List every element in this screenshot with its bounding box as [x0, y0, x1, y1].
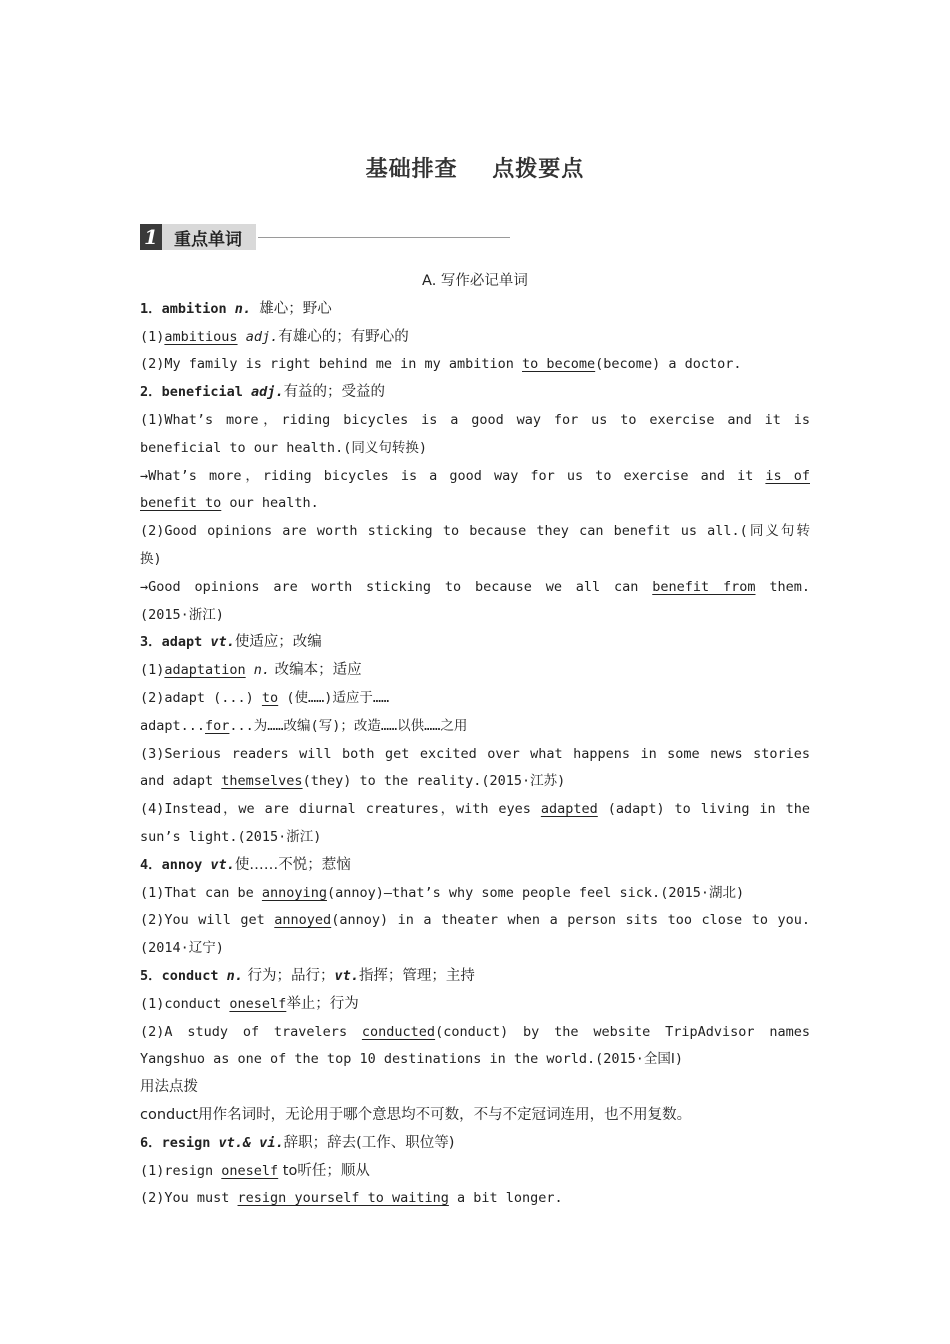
example-line: [140, 880, 810, 908]
usage-tip-title: 用法点拨: [140, 1079, 198, 1096]
section-header: [140, 224, 510, 250]
part-of-speech: adj.: [245, 328, 279, 345]
sentence-text: our health.: [221, 495, 319, 512]
sentence-text: (1)conduct: [140, 995, 230, 1012]
example-line: [140, 1185, 810, 1213]
example-line: Yangshuo as one of the top 10 destinations in the world.(2015·全国Ⅰ): [140, 1051, 684, 1068]
meaning: 辞职；辞去(工作、职位等): [283, 1134, 455, 1151]
sentence-text: (4)Instead，we are diurnal creatures，with eyes: [140, 801, 541, 818]
sentence-text: (使……)适应于……: [278, 689, 390, 706]
example-line: [140, 685, 810, 713]
example-line: (2)Good opinions are worth sticking to because they can benefit us all.(同义句转: [140, 523, 810, 540]
sentence-text: (they) to the reality.(2015·江苏): [302, 773, 566, 790]
part-of-speech: adj.: [251, 384, 284, 401]
meaning: 行为；品行；: [242, 967, 335, 984]
sentence-text: (conduct) by the website TripAdvisor names: [435, 1023, 810, 1040]
example-line: beneficial to our health.(同义句转换): [140, 439, 427, 456]
part-of-speech: n.: [226, 967, 243, 984]
answer-blank: oneself: [229, 995, 287, 1012]
meaning: 使……不悦；惹恼: [234, 856, 351, 873]
answer-blank: to become: [522, 356, 596, 373]
answer-blank: benefit from: [652, 578, 756, 595]
meaning: to听任；顺从: [278, 1162, 370, 1179]
example-line: [140, 768, 810, 796]
entry-resign-head: [140, 1130, 810, 1158]
example-line: [140, 1019, 810, 1047]
example-line: [140, 351, 810, 379]
sentence-text: (2)adapt (...): [140, 689, 262, 706]
headword: 1．ambition: [140, 300, 227, 317]
sentence-text: a bit longer.: [448, 1190, 563, 1207]
section-number: 1: [140, 224, 162, 250]
sentence-text: adapt...: [140, 717, 206, 734]
answer-blank: annoyed: [274, 912, 332, 929]
vocabulary-list: [140, 268, 810, 1213]
sentence-text: ...为……改编(写)；改造……以供……之用: [229, 717, 468, 734]
subsection-title: A. 写作必记单词: [422, 273, 528, 289]
part-of-speech: n.: [245, 662, 271, 679]
line-prefix: (1): [140, 662, 165, 679]
entry-beneficial-head: [140, 379, 810, 407]
entry-annoy-head: [140, 852, 810, 880]
example-line: [140, 490, 810, 518]
meaning: 使适应；改编: [234, 634, 322, 651]
entry-ambition-head: [140, 296, 810, 324]
example-line: 换): [140, 550, 162, 567]
sentence-text: (annoy)—that’s why some people feel sick.(2015·湖北): [326, 884, 745, 901]
example-line: [140, 463, 810, 491]
section-label: 重点单词: [162, 224, 256, 250]
sentence-text: (become) a doctor.: [595, 356, 742, 373]
example-line: (1)What’s more，riding bicycles is a good way for us to exercise and it is: [140, 411, 810, 428]
headword: 2．beneficial: [140, 384, 243, 401]
section-divider: [258, 237, 510, 238]
sentence-text: (2)A study of travelers: [140, 1023, 362, 1040]
headword: 4．annoy: [140, 856, 203, 873]
entry-adapt-head: [140, 629, 810, 657]
sentence-text: (1)resign: [140, 1162, 222, 1179]
meaning: 有益的；受益的: [283, 384, 386, 401]
meaning: 指挥；管理；主持: [358, 967, 475, 984]
example-line: (3)Serious readers will both get excited over what happens in some news stories: [140, 745, 810, 762]
sentence-text: (adapt) to living in the: [597, 801, 810, 818]
part-of-speech: vt.: [210, 634, 235, 651]
answer-blank: to: [261, 689, 279, 706]
sentence-text: (annoy) in a theater when a person sits too close to you.: [331, 912, 810, 929]
answer-blank: adaptation: [164, 662, 246, 679]
example-line: [140, 907, 810, 935]
sentence-text: →Good opinions are worth sticking to because we all can: [140, 578, 653, 595]
example-line: [140, 657, 810, 685]
answer-blank: resign yourself to waiting: [237, 1190, 449, 1207]
line-prefix: (1): [140, 328, 165, 345]
sentence-text: and adapt: [140, 773, 222, 790]
answer-blank: adapted: [540, 801, 598, 818]
headword: 3．adapt: [140, 634, 203, 651]
answer-blank: is of: [765, 467, 810, 484]
meaning: 举止；行为: [286, 995, 359, 1012]
answer-blank: oneself: [221, 1162, 279, 1179]
usage-tip-text: conduct用作名词时，无论用于哪个意思均不可数，不与不定冠词连用，也不用复数。: [140, 1106, 692, 1123]
part-of-speech: vt.: [334, 967, 359, 984]
answer-blank: for: [205, 717, 230, 734]
sentence-text: →What’s more，riding bicycles is a good way for us to exercise and it: [140, 467, 766, 484]
example-line: [140, 713, 810, 741]
part-of-speech: n.: [234, 300, 252, 317]
sentence-text: (2)You must: [140, 1190, 238, 1207]
headword: 6．resign: [140, 1134, 211, 1151]
part-of-speech: vt.: [210, 856, 235, 873]
answer-blank: benefit to: [140, 495, 222, 512]
meaning: 改编本；适应: [270, 662, 362, 679]
sentence-text: (1)That can be: [140, 884, 262, 901]
page-title: 基础排查 点拨要点: [365, 157, 585, 182]
answer-blank: ambitious: [164, 328, 238, 345]
example-line: sun’s light.(2015·浙江): [140, 828, 322, 845]
answer-blank: conducted: [361, 1023, 436, 1040]
sentence-text: (2)You will get: [140, 912, 275, 929]
headword: 5．conduct: [140, 967, 219, 984]
sentence-text: (2)My family is right behind me in my ambition: [140, 356, 523, 373]
entry-conduct-head: [140, 963, 810, 991]
source-citation: (2015·浙江): [140, 606, 224, 623]
example-line: [140, 324, 810, 352]
source-citation: (2014·辽宁): [140, 940, 224, 957]
meaning: 雄心；野心: [259, 300, 332, 317]
answer-blank: annoying: [261, 884, 327, 901]
example-line: [140, 574, 810, 602]
example-line: [140, 1158, 810, 1186]
meaning: 有雄心的；有野心的: [278, 328, 409, 345]
answer-blank: themselves: [221, 773, 303, 790]
sentence-text: them.: [755, 578, 810, 595]
example-line: [140, 991, 810, 1019]
part-of-speech: vt.& vi.: [218, 1134, 284, 1151]
example-line: [140, 796, 810, 824]
